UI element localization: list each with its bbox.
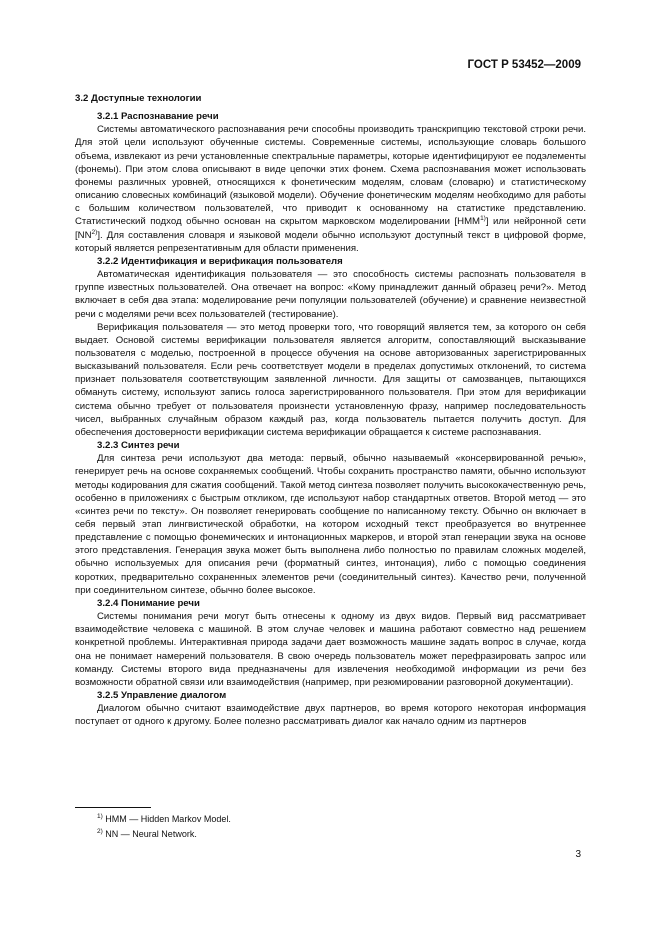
footnote-1 [97,812,231,827]
section-3-2-1-heading: 3.2.1 Распознавание речи [97,111,219,123]
section-3-2-heading: 3.2 Доступные технологии [75,93,202,104]
page-number: 3 [575,849,581,860]
footnote-divider [75,807,151,808]
section-3-2-3-paragraph: Для синтеза речи используют два метода: первый, обычно называемый «консервированной речью», генерирует речь на основе сохраняемых сообщений. Чтобы сохранить пространство памяти, обычно используют методы кодирования для сжатия сообщений. Такой метод синтеза позволяет получить высококачественную речь, особенно в приложениях с быстрым откликом, где используют набор стандартных ответов. Второй метод — это «синтез речи по тексту». Он позволяет генерировать сообщение по написанному тексту. Обычно он включает в себя первый этап лингвистической обработки, на котором исходный текст преобразуется во внутреннее представление с помощью фонемических и интонационных маркеров, и второй этап генерации звука на основе этого представления. Генерация звука может быть выполнена либо полностью по правилам сложных моделей, обычно используемых для описания речи (форматный синтез, интонация), либо с помощью соединения коротких, предварительно сохраненных элементов речи (соединительный синтез). Качество речи, полученной при соединительном синтезе, обычно более высокое. [75,453,586,596]
footnote-2 [97,827,231,842]
footnote-ref-1[interactable]: 1) [480,215,486,223]
section-3-2-2-paragraph-1: Автоматическая идентификация пользователя — это способность системы распознать пользователя в группе известных пользователей. Она отвечает на вопрос: «Кому принадлежит данный образец речи?». Метод включает в себя два этапа: моделирование речи популяции пользователей (обучение) и сравнение неизвестной речи с моделями речи всех пользователей (тестирование). [75,269,586,320]
page-body [75,92,586,729]
section-3-2-3-heading: 3.2.3 Синтез речи [97,440,180,452]
s321-text-c: ]. Для составления словаря и языковой модели обычно используют доступный текст в цифровой форме, который является репрезентативным для области применения. [75,229,586,254]
s321-text-b: ] или нейронной сети [NN [75,216,586,241]
footnote-1-mark: 1) [97,813,103,820]
footnotes [97,812,231,842]
s321-text-a: Системы автоматического распознавания речи способны производить транскрипцию текстовой строки речи. Для этой цели используют обученные системы. Современные системы, использующие словарь большого объема, извлекают из речи установленные спектральные параметры, которые идентифицируют ее подэлементы (фонемы). При этом слова описывают в виде цепочки этих фонем. Схема распознавания может использовать фонемы различных уровней, относящихся к фонетическим моделям, словам (словарю) и статистическому описанию словесных комбинаций (языковой модели). Обучение фонетическим моделям необходимо для работы с большим количеством пользователей, что приводит к основанному на статистике представлению. Статистический подход обычно основан на скрытом марковском моделировании [HMM [75,124,586,228]
footnote-ref-2[interactable]: 2) [91,228,98,236]
footnote-2-text: NN — Neural Network. [105,829,197,839]
section-3-2-5-paragraph: Диалогом обычно считают взаимодействие двух партнеров, во время которого некоторая информация поступает от одного к другому. Более полезно рассматривать диалог как начало одним из партнеров [75,703,586,728]
section-3-2-4-heading: 3.2.4 Понимание речи [97,597,200,609]
section-3-2-2-heading: 3.2.2 Идентификация и верификация пользователя [97,255,343,267]
footnote-1-text: HMM — Hidden Markov Model. [105,814,231,824]
footnote-2-mark: 2) [97,828,103,835]
section-3-2-4-paragraph: Системы понимания речи могут быть отнесены к одному из двух видов. Первый вид рассматривает взаимодействие человека с машиной. В этом случае человек и машина работают совместно над решением конкретной проблемы. Интерактивная природа задачи дает возможность машине задать вопрос в случае, когда она не понимает намерений пользователя. В свою очередь пользователь может перефразировать запрос или команду. Системы второго вида предназначены для извлечения необходимой информации из речи без возможности обратной связи или взаимодействия (например, при резюмировании разговорной документации). [75,611,586,688]
section-3-2-2-paragraph-2: Верификация пользователя — это метод проверки того, что говорящий является тем, за которого он себя выдает. Основой системы верификации пользователя является алгоритм, сопоставляющий высказывание пользователя с моделью, построенной в процессе обучения на основе авторизованных зарегистрированных высказываний пользователя. Если речь соответствует модели в пределах допустимых отклонений, то система признает пользователя соответствующим заявленной личности. Для защиты от самозванцев, пытающихся обмануть систему, используют запись голоса зарегистрированного пользователя. При этом для верификации система обычно требует от пользователя произнести установленную фразу, например последовательность чисел, выбранных случайным образом каждый раз, когда пользователь пытается получить доступ. Для обеспечения достоверности верификации система верификации обращается к системе распознавания. [75,321,586,438]
document-header-code: ГОСТ Р 53452—2009 [467,59,581,71]
section-3-2-5-heading: 3.2.5 Управление диалогом [97,690,227,702]
section-3-2-1-paragraph [75,123,586,255]
